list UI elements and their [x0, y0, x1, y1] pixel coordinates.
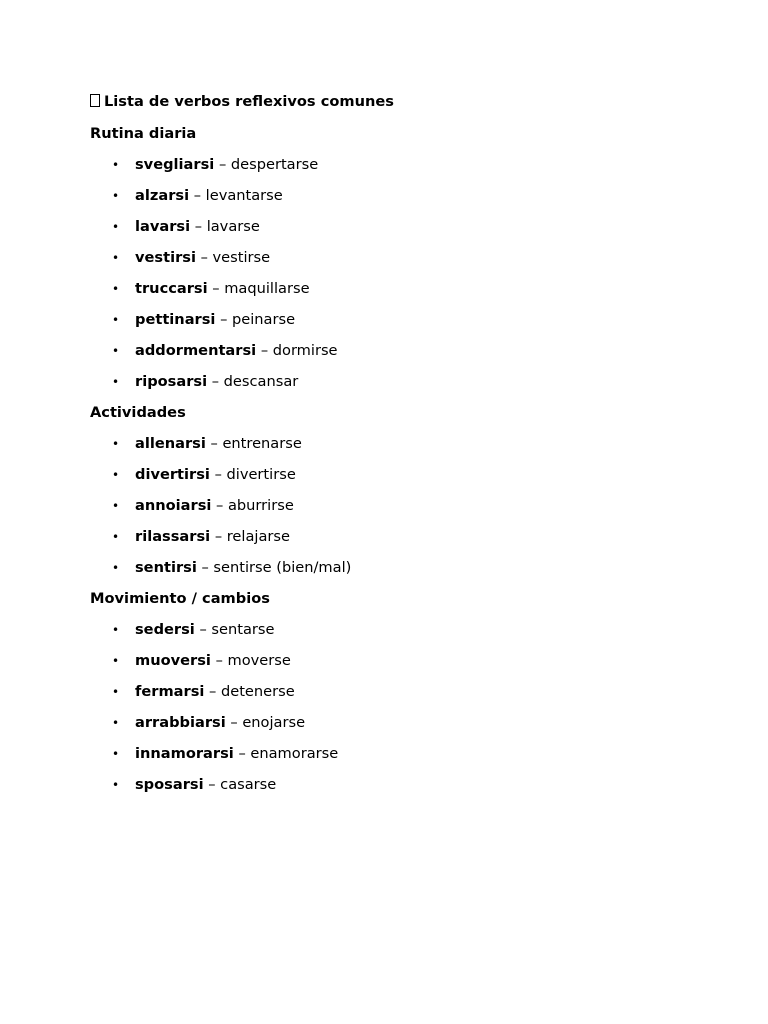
verb-separator: – [230, 714, 238, 731]
verb-spanish: detenerse [220, 683, 295, 700]
verb-italian: sedersi [135, 621, 195, 638]
list-item [90, 215, 710, 239]
verb-italian: sentirsi [135, 559, 197, 576]
list-item [90, 680, 710, 704]
verb-spanish: descansar [223, 373, 299, 390]
list-item [90, 339, 710, 363]
verb-spanish: enamorarse [250, 745, 339, 762]
bullet-icon: • [112, 623, 120, 637]
bullet-icon: • [112, 654, 120, 668]
verb-separator: – [215, 652, 223, 669]
verb-separator: – [216, 497, 224, 514]
verb-list-movimiento-cambios [90, 618, 710, 797]
verb-italian: vestirsi [135, 249, 196, 266]
verb-spanish: maquillarse [224, 280, 310, 297]
bullet-icon: • [112, 437, 120, 451]
verb-separator: – [208, 776, 216, 793]
verb-italian: addormentarsi [135, 342, 257, 359]
verb-italian: muoversi [135, 652, 211, 669]
verb-spanish: vestirse [212, 249, 271, 266]
section-heading-rutina-diaria: Rutina diaria [90, 125, 197, 142]
list-item [90, 246, 710, 270]
verb-separator: – [238, 745, 246, 762]
verb-italian: truccarsi [135, 280, 208, 297]
verb-separator: – [214, 466, 222, 483]
verb-italian: rilassarsi [135, 528, 211, 545]
bullet-icon: • [112, 313, 120, 327]
document-title-text: Lista de verbos reflexivos comunes [104, 93, 394, 110]
verb-spanish: divertirse [226, 466, 296, 483]
verb-spanish: peinarse [232, 311, 296, 328]
bullet-icon: • [112, 282, 120, 296]
verb-italian: sposarsi [135, 776, 204, 793]
bullet-icon: • [112, 685, 120, 699]
verb-list-actividades [90, 432, 710, 580]
verb-separator: – [200, 249, 208, 266]
section-heading-actividades: Actividades [90, 404, 186, 421]
verb-separator: – [201, 559, 209, 576]
list-item [90, 711, 710, 735]
list-item [90, 649, 710, 673]
verb-separator: – [211, 373, 220, 390]
list-item [90, 308, 710, 332]
verb-spanish: sentarse [211, 621, 275, 638]
verb-italian: svegliarsi [135, 156, 215, 173]
list-item [90, 494, 710, 518]
bullet-icon: • [112, 468, 120, 482]
bullet-icon: • [112, 561, 120, 575]
list-item [90, 742, 710, 766]
verb-separator: – [193, 187, 202, 204]
verb-spanish: moverse [227, 652, 291, 669]
verb-italian: alzarsi [135, 187, 190, 204]
list-item [90, 277, 710, 301]
verb-italian: lavarsi [135, 218, 191, 235]
verb-separator: – [209, 683, 217, 700]
list-item [90, 184, 710, 208]
bullet-icon: • [112, 499, 120, 513]
verb-spanish: enojarse [242, 714, 306, 731]
verb-separator: – [218, 156, 227, 173]
page-icon [90, 94, 100, 107]
list-item [90, 153, 710, 177]
list-item [90, 370, 710, 394]
verb-italian: innamorarsi [135, 745, 234, 762]
verb-separator: – [212, 280, 220, 297]
section-heading-movimiento-cambios: Movimiento / cambios [90, 590, 270, 607]
bullet-icon: • [112, 375, 120, 389]
verb-italian: fermarsi [135, 683, 205, 700]
verb-spanish: levantarse [205, 187, 283, 204]
list-item [90, 773, 710, 797]
verb-spanish: dormirse [272, 342, 338, 359]
verb-italian: pettinarsi [135, 311, 216, 328]
verb-separator: – [194, 218, 203, 235]
bullet-icon: • [112, 747, 120, 761]
bullet-icon: • [112, 220, 120, 234]
verb-separator: – [220, 311, 228, 328]
list-item [90, 618, 710, 642]
list-item [90, 556, 710, 580]
verb-spanish: lavarse [206, 218, 260, 235]
verb-separator: – [210, 435, 218, 452]
list-item [90, 463, 710, 487]
document-page [90, 90, 710, 804]
document-title [90, 90, 710, 114]
bullet-icon: • [112, 716, 120, 730]
list-item [90, 432, 710, 456]
verb-italian: arrabbiarsi [135, 714, 226, 731]
bullet-icon: • [112, 778, 120, 792]
verb-italian: annoiarsi [135, 497, 212, 514]
verb-spanish: aburrirse [227, 497, 294, 514]
bullet-icon: • [112, 251, 120, 265]
verb-italian: divertirsi [135, 466, 210, 483]
verb-spanish: casarse [220, 776, 277, 793]
verb-spanish: entrenarse [222, 435, 302, 452]
bullet-icon: • [112, 530, 120, 544]
verb-separator: – [199, 621, 207, 638]
list-item [90, 525, 710, 549]
verb-separator: – [260, 342, 269, 359]
bullet-icon: • [112, 158, 120, 172]
verb-italian: riposarsi [135, 373, 208, 390]
verb-spanish: despertarse [230, 156, 319, 173]
verb-list-rutina-diaria [90, 153, 710, 394]
bullet-icon: • [112, 189, 120, 203]
verb-italian: allenarsi [135, 435, 206, 452]
verb-spanish: sentirse (bien/mal) [213, 559, 352, 576]
verb-spanish: relajarse [226, 528, 290, 545]
verb-separator: – [214, 528, 223, 545]
bullet-icon: • [112, 344, 120, 358]
